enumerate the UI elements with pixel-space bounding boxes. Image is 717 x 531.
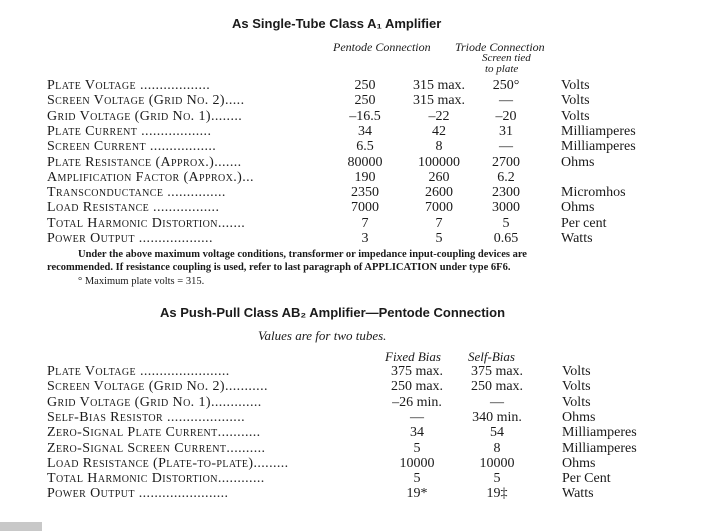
col-self-header: Self-Bias: [468, 349, 515, 364]
row-label: Load Resistance .................: [47, 200, 220, 216]
pentode-a-value: 250: [354, 93, 376, 109]
pentode-b-value: 260: [428, 169, 450, 185]
row-label: Screen Current .................: [47, 139, 217, 155]
fixed-bias-value: 19*: [406, 486, 428, 502]
fixed-bias-value: 34: [410, 425, 424, 441]
pentode-b-value: 315 max.: [412, 78, 466, 93]
triode-value: 250°: [492, 78, 520, 93]
col-fixed-header: Fixed Bias: [385, 349, 441, 364]
unit-label: Volts: [562, 379, 591, 395]
fixed-bias-value: 10000: [399, 455, 435, 471]
self-bias-value: 5: [493, 471, 501, 487]
section2-title: As Push-Pull Class AB₂ Amplifier—Pentode Connection: [160, 305, 506, 320]
page-corner-shade: [0, 522, 42, 531]
unit-label: Milliamperes: [561, 123, 636, 139]
pentode-b-value: 8: [435, 139, 443, 155]
unit-label: Watts: [562, 486, 594, 502]
pentode-b-value: 7000: [425, 200, 453, 216]
row-label: Screen Voltage (Grid No. 2).....: [47, 93, 245, 109]
col-triode-note1: Screen tied: [482, 52, 531, 64]
row-label: Grid Voltage (Grid No. 1).............: [47, 394, 262, 410]
pentode-a-value: 7000: [351, 200, 379, 216]
pentode-b-value: 42: [432, 123, 446, 139]
triode-value: 31: [499, 123, 513, 139]
pentode-a-value: –16.5: [349, 108, 381, 124]
section1-title: As Single-Tube Class A₁ Amplifier: [232, 16, 442, 31]
pentode-b-value: 315 max.: [412, 93, 466, 109]
triode-value: 2300: [492, 185, 520, 201]
fixed-bias-value: 5: [413, 471, 421, 487]
pentode-a-value: 2350: [351, 185, 379, 201]
col-triode-header: Triode Connection: [455, 40, 545, 54]
triode-value: 5: [502, 215, 510, 231]
pentode-b-value: –22: [428, 108, 450, 124]
note-line2: recommended. If resistance coupling is used, refer to last paragraph of APPLICATION under type 6F6.: [47, 262, 511, 273]
pentode-b-value: 7: [435, 215, 443, 231]
self-bias-value: 8: [493, 440, 501, 456]
unit-label: Milliamperes: [562, 440, 637, 456]
unit-label: Ohms: [561, 154, 595, 170]
row-label: Transconductance ...............: [47, 185, 226, 201]
row-label: Screen Voltage (Grid No. 2)...........: [47, 379, 268, 395]
unit-label: Milliamperes: [562, 425, 637, 441]
pentode-b-value: 2600: [425, 185, 453, 201]
self-bias-value: 340 min.: [472, 409, 522, 425]
fixed-bias-value: –26 min.: [392, 394, 442, 410]
unit-label: Volts: [562, 394, 591, 410]
row-label: Zero-Signal Plate Current...........: [47, 425, 261, 441]
row-label: Grid Voltage (Grid No. 1)........: [47, 108, 243, 124]
row-label: Amplification Factor (Approx.)...: [47, 169, 254, 185]
pentode-a-value: 190: [354, 169, 376, 185]
note-line3: ° Maximum plate volts = 315.: [78, 276, 205, 287]
unit-label: Volts: [561, 93, 590, 109]
triode-value: —: [499, 93, 513, 109]
triode-value: 6.2: [497, 169, 515, 185]
triode-value: 2700: [492, 154, 520, 170]
self-bias-value: 10000: [479, 455, 515, 471]
fixed-bias-value: 250 max.: [390, 379, 444, 395]
unit-label: Milliamperes: [561, 139, 636, 155]
pentode-a-value: 80000: [347, 154, 383, 170]
self-bias-value: 19‡: [486, 486, 508, 502]
unit-label: Micromhos: [561, 185, 626, 201]
unit-label: Ohms: [562, 409, 596, 425]
self-bias-value: 375 max.: [470, 364, 524, 379]
pentode-b-value: 100000: [418, 154, 460, 170]
triode-value: —: [499, 139, 513, 155]
row-label: Plate Resistance (Approx.).......: [47, 154, 242, 170]
row-label: Plate Current ..................: [47, 123, 212, 139]
pentode-b-value: 5: [435, 231, 443, 246]
pentode-a-value: 250: [354, 78, 376, 93]
unit-label: Per cent: [561, 215, 607, 231]
row-label: Power Output .......................: [47, 486, 229, 502]
row-label: Plate Voltage ..................: [47, 78, 211, 93]
row-label: Total Harmonic Distortion.......: [47, 215, 246, 231]
pentode-a-value: 6.5: [356, 139, 374, 155]
row-label: Plate Voltage .......................: [47, 364, 230, 379]
unit-label: Ohms: [562, 455, 596, 471]
self-bias-value: 54: [490, 425, 504, 441]
note-line1: Under the above maximum voltage conditions, transformer or impedance input-coupling devices are: [78, 249, 527, 260]
col-triode-note2: to plate: [485, 63, 519, 75]
unit-label: Volts: [562, 364, 591, 379]
unit-label: Ohms: [561, 200, 595, 216]
fixed-bias-value: 375 max.: [390, 364, 444, 379]
row-label: Zero-Signal Screen Current..........: [47, 440, 266, 456]
pentode-a-value: 3: [361, 231, 369, 246]
unit-label: Volts: [561, 108, 590, 124]
fixed-bias-value: 5: [413, 440, 421, 456]
row-label: Power Output ...................: [47, 231, 213, 246]
section2-subtitle: Values are for two tubes.: [258, 328, 387, 343]
unit-label: Watts: [561, 231, 593, 246]
row-label: Total Harmonic Distortion............: [47, 471, 265, 487]
triode-value: –20: [495, 108, 517, 124]
self-bias-value: 250 max.: [470, 379, 524, 395]
unit-label: Per Cent: [562, 471, 611, 487]
col-pentode-header: Pentode Connection: [333, 40, 431, 54]
pentode-a-value: 34: [358, 123, 372, 139]
row-label: Load Resistance (Plate-to-plate).........: [47, 455, 289, 471]
fixed-bias-value: —: [410, 409, 424, 425]
triode-value: 0.65: [493, 231, 519, 246]
row-label: Self-Bias Resistor ....................: [47, 409, 245, 425]
pentode-a-value: 7: [361, 215, 369, 231]
unit-label: Volts: [561, 78, 590, 93]
self-bias-value: —: [490, 394, 504, 410]
triode-value: 3000: [492, 200, 520, 216]
